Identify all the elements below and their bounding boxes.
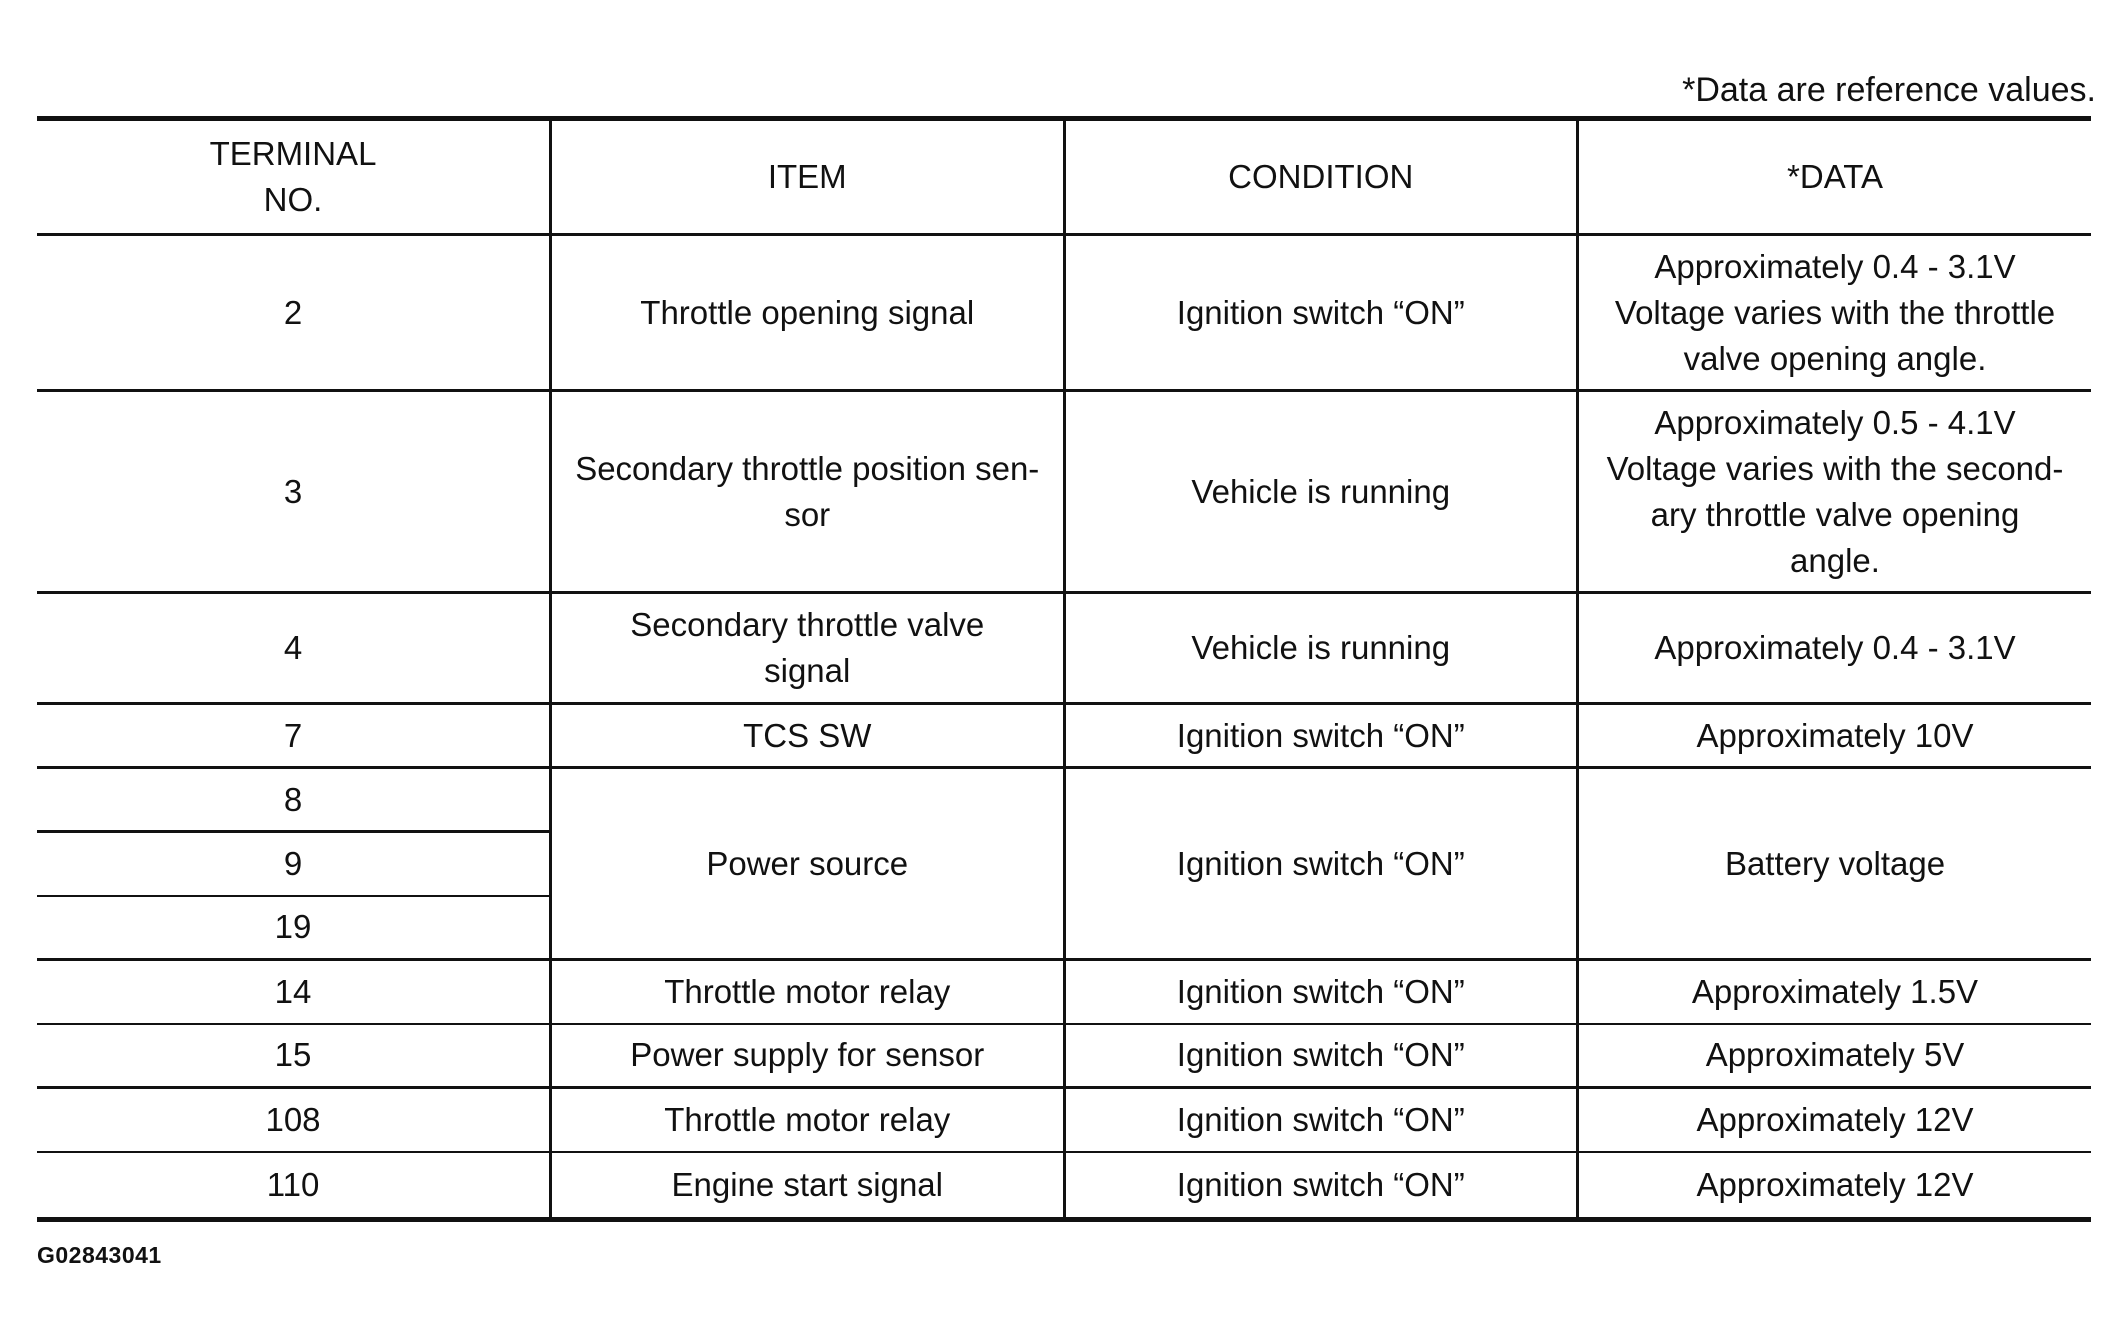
item-line: Throttle motor relay bbox=[664, 1100, 951, 1138]
header-terminal-no bbox=[37, 119, 551, 235]
terminal-cell: 7 bbox=[37, 704, 551, 768]
data-cell bbox=[1578, 593, 2092, 704]
data-line: Battery voltage bbox=[1724, 844, 1946, 882]
item-line: signal bbox=[764, 652, 851, 689]
table-row bbox=[37, 1088, 2091, 1152]
data-cell bbox=[1578, 704, 2092, 768]
condition-cell: Ignition switch “ON” bbox=[1064, 1088, 1578, 1152]
terminal-cell: 4 bbox=[37, 593, 551, 704]
data-cell bbox=[1578, 1152, 2092, 1220]
terminal-data-table bbox=[37, 116, 2091, 1222]
data-cell bbox=[1578, 960, 2092, 1024]
item-line: sor bbox=[784, 495, 831, 533]
data-line: Approximately 0.4 - 3.1V bbox=[1654, 247, 2016, 285]
condition-cell: Ignition switch “ON” bbox=[1064, 768, 1578, 960]
header-condition: CONDITION bbox=[1064, 119, 1578, 235]
header-item: ITEM bbox=[551, 119, 1065, 235]
condition-cell: Ignition switch “ON” bbox=[1064, 1152, 1578, 1220]
data-line: Approximately 0.5 - 4.1V bbox=[1654, 403, 2016, 441]
data-line: Approximately 5V bbox=[1705, 1036, 1965, 1074]
condition-cell: Vehicle is running bbox=[1064, 391, 1578, 593]
terminal-cell: 9 bbox=[37, 832, 551, 896]
item-line: Power source bbox=[706, 844, 909, 882]
reference-note: *Data are reference values. bbox=[1682, 71, 2096, 109]
table-row bbox=[37, 960, 2091, 1024]
item-line: Throttle opening signal bbox=[640, 293, 975, 331]
terminal-cell: 108 bbox=[37, 1088, 551, 1152]
item-cell bbox=[551, 768, 1065, 960]
condition-cell: Ignition switch “ON” bbox=[1064, 704, 1578, 768]
data-cell bbox=[1578, 391, 2092, 593]
data-line: Approximately 12V bbox=[1696, 1100, 1974, 1138]
terminal-cell: 2 bbox=[37, 235, 551, 391]
data-cell bbox=[1578, 235, 2092, 391]
data-cell bbox=[1578, 1088, 2092, 1152]
item-cell bbox=[551, 1088, 1065, 1152]
item-cell bbox=[551, 593, 1065, 704]
item-cell bbox=[551, 960, 1065, 1024]
data-line: Voltage varies with the throttle bbox=[1614, 293, 2056, 331]
terminal-cell: 15 bbox=[37, 1024, 551, 1088]
condition-cell: Ignition switch “ON” bbox=[1064, 235, 1578, 391]
item-cell bbox=[551, 1024, 1065, 1088]
figure-code: G02843041 bbox=[37, 1242, 162, 1268]
item-line: Power supply for sensor bbox=[630, 1036, 985, 1074]
item-cell bbox=[551, 704, 1065, 768]
table-row bbox=[37, 235, 2091, 391]
header-terminal-line2: NO. bbox=[263, 181, 323, 218]
item-cell bbox=[551, 1152, 1065, 1220]
table-row bbox=[37, 1024, 2091, 1088]
item-line: Secondary throttle position sen- bbox=[575, 449, 1040, 487]
data-cell bbox=[1578, 1024, 2092, 1088]
condition-cell: Vehicle is running bbox=[1064, 593, 1578, 704]
item-line: TCS SW bbox=[743, 716, 872, 754]
data-line: ary throttle valve opening bbox=[1650, 495, 2020, 533]
header-terminal-line1: TERMINAL bbox=[209, 135, 377, 172]
data-line: valve opening angle. bbox=[1683, 339, 1987, 377]
data-line: Voltage varies with the second- bbox=[1606, 449, 2064, 487]
item-line: Throttle motor relay bbox=[664, 972, 951, 1010]
data-line: Approximately 10V bbox=[1696, 716, 1974, 754]
table-row bbox=[37, 391, 2091, 593]
table-row bbox=[37, 593, 2091, 704]
header-data: *DATA bbox=[1578, 119, 2092, 235]
header-row bbox=[37, 119, 2091, 235]
terminal-cell: 19 bbox=[37, 896, 551, 960]
terminal-cell: 3 bbox=[37, 391, 551, 593]
data-line: Approximately 0.4 - 3.1V bbox=[1654, 629, 2016, 666]
terminal-cell: 14 bbox=[37, 960, 551, 1024]
condition-cell: Ignition switch “ON” bbox=[1064, 1024, 1578, 1088]
data-line: Approximately 1.5V bbox=[1691, 972, 1979, 1010]
table-row bbox=[37, 1152, 2091, 1220]
terminal-cell: 8 bbox=[37, 768, 551, 832]
condition-cell: Ignition switch “ON” bbox=[1064, 960, 1578, 1024]
item-line: Secondary throttle valve bbox=[630, 606, 985, 643]
table-row bbox=[37, 768, 2091, 832]
data-line: angle. bbox=[1790, 541, 1880, 579]
terminal-cell: 110 bbox=[37, 1152, 551, 1220]
item-cell bbox=[551, 235, 1065, 391]
item-line: Engine start signal bbox=[671, 1165, 943, 1203]
item-cell bbox=[551, 391, 1065, 593]
data-cell bbox=[1578, 768, 2092, 960]
data-line: Approximately 12V bbox=[1696, 1165, 1974, 1203]
table-row bbox=[37, 704, 2091, 768]
